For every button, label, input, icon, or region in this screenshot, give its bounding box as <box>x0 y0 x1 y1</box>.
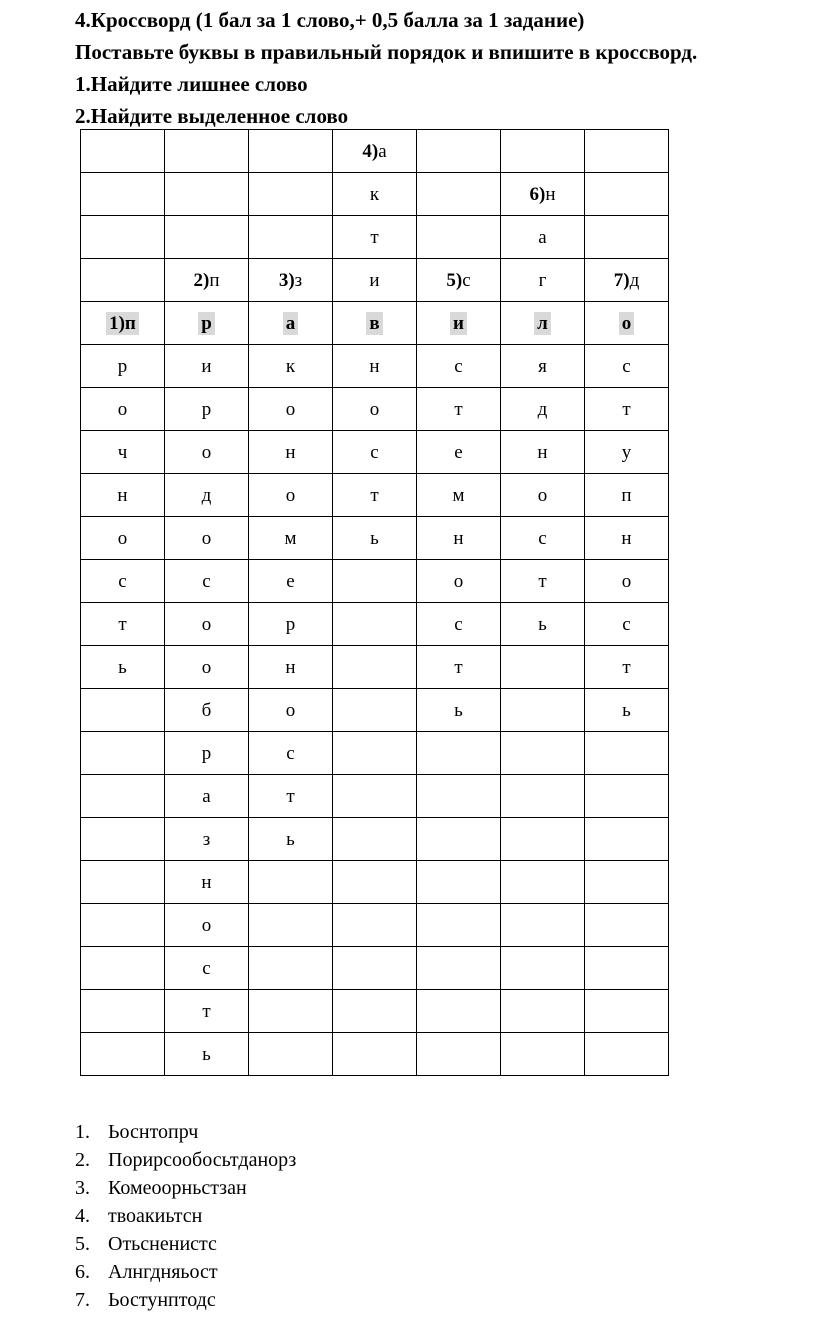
crossword-cell[interactable] <box>333 732 417 775</box>
crossword-cell[interactable] <box>81 345 165 388</box>
crossword-cell[interactable] <box>501 818 585 861</box>
crossword-cell[interactable] <box>417 947 501 990</box>
crossword-row <box>81 947 669 990</box>
crossword-row <box>81 560 669 603</box>
crossword-cell[interactable] <box>501 345 585 388</box>
crossword-cell[interactable] <box>501 1033 585 1076</box>
crossword-cell[interactable] <box>81 130 165 173</box>
scrambled-word-item <box>75 1286 296 1314</box>
crossword-cell[interactable] <box>81 216 165 259</box>
cell-letter: р <box>201 742 212 764</box>
crossword-row <box>81 861 669 904</box>
crossword-cell[interactable] <box>585 474 669 517</box>
crossword-cell[interactable] <box>81 732 165 775</box>
crossword-cell[interactable] <box>417 560 501 603</box>
cell-letter: с <box>118 570 127 592</box>
crossword-cell[interactable] <box>165 775 249 818</box>
cell-letter: а <box>538 226 547 248</box>
crossword-cell[interactable] <box>81 259 165 302</box>
clue-number: 4) <box>362 140 379 162</box>
crossword-cell[interactable] <box>585 345 669 388</box>
crossword-cell[interactable] <box>585 173 669 216</box>
crossword-cell[interactable] <box>333 560 417 603</box>
cell-letter: м <box>284 527 297 549</box>
crossword-cell[interactable] <box>417 904 501 947</box>
cell-letter: с <box>202 957 211 979</box>
cell-letter: о <box>369 398 380 420</box>
crossword-cell[interactable] <box>501 990 585 1033</box>
crossword-cell[interactable] <box>165 302 249 345</box>
cell-letter: и <box>369 269 380 291</box>
crossword-cell[interactable] <box>333 130 417 173</box>
crossword-cell[interactable] <box>165 732 249 775</box>
crossword-cell[interactable] <box>81 775 165 818</box>
crossword-cell[interactable] <box>81 689 165 732</box>
crossword-row <box>81 603 669 646</box>
crossword-row <box>81 345 669 388</box>
crossword-cell[interactable] <box>585 388 669 431</box>
word-text: Отьсненистс <box>108 1233 217 1255</box>
cell-letter: т <box>622 656 631 678</box>
crossword-cell[interactable] <box>165 345 249 388</box>
cell-letter: н <box>117 484 128 506</box>
cell-letter: у <box>621 441 632 463</box>
cell-letter: о <box>201 656 212 678</box>
cell-letter: е <box>454 441 463 463</box>
crossword-cell[interactable] <box>585 947 669 990</box>
task-header <box>75 4 810 132</box>
crossword-cell[interactable] <box>333 904 417 947</box>
crossword-cell[interactable] <box>585 216 669 259</box>
cell-letter: с <box>370 441 379 463</box>
crossword-cell[interactable] <box>81 904 165 947</box>
scrambled-word-item <box>75 1118 296 1146</box>
cell-letter: н <box>369 355 380 377</box>
crossword-cell[interactable] <box>417 431 501 474</box>
crossword-cell[interactable] <box>585 689 669 732</box>
crossword-cell[interactable] <box>249 259 333 302</box>
crossword-cell[interactable] <box>585 904 669 947</box>
crossword-cell[interactable] <box>81 474 165 517</box>
cell-letter: а <box>202 785 211 807</box>
cell-letter: с <box>202 570 211 592</box>
cell-letter: с <box>454 355 463 377</box>
cell-letter: а <box>283 312 299 335</box>
crossword-cell[interactable] <box>585 517 669 560</box>
cell-letter: в <box>366 312 382 335</box>
crossword-cell[interactable] <box>333 388 417 431</box>
cell-letter: т <box>454 656 463 678</box>
cell-letter: н <box>537 441 548 463</box>
crossword-cell[interactable] <box>333 173 417 216</box>
word-text: Порирсообосьтданорз <box>108 1149 297 1171</box>
crossword-row <box>81 818 669 861</box>
cell-letter: 2)п <box>193 269 220 291</box>
scrambled-word-item <box>75 1230 296 1258</box>
word-number: 6. <box>75 1261 90 1283</box>
crossword-cell[interactable] <box>585 646 669 689</box>
crossword-cell[interactable] <box>417 732 501 775</box>
scrambled-word-item <box>75 1174 296 1202</box>
crossword-cell[interactable] <box>417 603 501 646</box>
crossword-cell[interactable] <box>333 818 417 861</box>
cell-letter: д <box>201 484 212 506</box>
word-text: Комеоорньстзан <box>108 1177 247 1199</box>
crossword-cell[interactable] <box>585 732 669 775</box>
cell-letter: р <box>201 398 212 420</box>
crossword-cell[interactable] <box>165 173 249 216</box>
cell-letter: т <box>622 398 631 420</box>
scrambled-word-item <box>75 1258 296 1286</box>
cell-letter: с <box>622 355 631 377</box>
crossword-cell[interactable] <box>249 947 333 990</box>
crossword-cell[interactable] <box>501 603 585 646</box>
word-number: 1. <box>75 1121 90 1143</box>
crossword-cell[interactable] <box>585 1033 669 1076</box>
crossword-cell[interactable] <box>165 560 249 603</box>
cell-letter: с <box>538 527 547 549</box>
crossword-cell[interactable] <box>417 818 501 861</box>
cell-letter: с <box>454 613 463 635</box>
crossword-cell[interactable] <box>249 1033 333 1076</box>
crossword-cell[interactable] <box>417 1033 501 1076</box>
cell-letter: о <box>201 441 212 463</box>
clue-number: 5) <box>446 269 463 291</box>
crossword-cell[interactable] <box>249 904 333 947</box>
clue-number: 2) <box>193 269 210 291</box>
word-text: твоакиьтсн <box>108 1205 203 1227</box>
crossword-cell[interactable] <box>333 517 417 560</box>
crossword-cell[interactable] <box>333 603 417 646</box>
crossword-cell[interactable] <box>165 689 249 732</box>
crossword-cell[interactable] <box>249 431 333 474</box>
crossword-cell[interactable] <box>585 302 669 345</box>
cell-letter: ь <box>538 613 547 635</box>
crossword-cell[interactable] <box>333 302 417 345</box>
cell-letter: к <box>369 183 380 205</box>
cell-letter: м <box>452 484 465 506</box>
cell-letter: ь <box>286 828 295 850</box>
cell-letter: 7)д <box>613 269 640 291</box>
crossword-row <box>81 216 669 259</box>
cell-letter: о <box>537 484 548 506</box>
crossword-cell[interactable] <box>165 216 249 259</box>
subtask-2: 2.Найдите выделенное слово <box>75 104 349 128</box>
crossword-cell[interactable] <box>249 474 333 517</box>
crossword-cell[interactable] <box>249 560 333 603</box>
crossword-cell[interactable] <box>249 388 333 431</box>
crossword-cell[interactable] <box>501 173 585 216</box>
crossword-row <box>81 732 669 775</box>
cell-letter: т <box>118 613 127 635</box>
crossword-cell[interactable] <box>81 947 165 990</box>
cell-letter: о <box>201 914 212 936</box>
clue-number: 7) <box>613 269 630 291</box>
crossword-cell[interactable] <box>501 560 585 603</box>
cell-letter: т <box>370 226 379 248</box>
crossword-row <box>81 990 669 1033</box>
crossword-cell[interactable] <box>501 904 585 947</box>
crossword-cell[interactable] <box>81 646 165 689</box>
task-title: 4.Кроссворд (1 бал за 1 слово,+ 0,5 балла за 1 задание) <box>75 8 585 32</box>
task-instruction: Поставьте буквы в правильный порядок и впишите в кроссворд. <box>75 40 698 64</box>
crossword-grid <box>80 129 669 1076</box>
cell-letter: ч <box>117 441 128 463</box>
word-text: Алнгдняьост <box>108 1261 218 1283</box>
crossword-cell[interactable] <box>165 517 249 560</box>
crossword-row <box>81 904 669 947</box>
crossword-cell[interactable] <box>165 947 249 990</box>
cell-letter: о <box>201 613 212 635</box>
crossword-cell[interactable] <box>333 259 417 302</box>
crossword-row <box>81 130 669 173</box>
crossword-cell[interactable] <box>501 775 585 818</box>
crossword-row <box>81 775 669 818</box>
clue-number: 6) <box>529 183 546 205</box>
crossword-cell[interactable] <box>333 1033 417 1076</box>
crossword-cell[interactable] <box>417 775 501 818</box>
word-number: 2. <box>75 1149 90 1171</box>
crossword-cell[interactable] <box>165 603 249 646</box>
crossword-cell[interactable] <box>501 947 585 990</box>
crossword-cell[interactable] <box>417 474 501 517</box>
crossword-cell[interactable] <box>165 646 249 689</box>
crossword-row <box>81 259 669 302</box>
crossword-cell[interactable] <box>417 388 501 431</box>
crossword-cell[interactable] <box>165 904 249 947</box>
cell-letter: о <box>285 699 296 721</box>
crossword-cell[interactable] <box>249 689 333 732</box>
cell-letter: п <box>621 484 632 506</box>
crossword-cell[interactable] <box>165 130 249 173</box>
crossword-cell[interactable] <box>165 1033 249 1076</box>
crossword-row <box>81 302 669 345</box>
word-number: 4. <box>75 1205 90 1227</box>
cell-letter: 5)с <box>446 269 471 291</box>
crossword-cell[interactable] <box>501 259 585 302</box>
cell-letter: 3)з <box>278 269 303 291</box>
word-number: 7. <box>75 1289 90 1311</box>
cell-letter: е <box>286 570 295 592</box>
crossword-row <box>81 689 669 732</box>
cell-letter: т <box>538 570 547 592</box>
cell-letter: и <box>450 312 467 335</box>
crossword-cell[interactable] <box>81 603 165 646</box>
crossword-cell[interactable] <box>249 517 333 560</box>
crossword-cell[interactable] <box>81 1033 165 1076</box>
crossword-cell[interactable] <box>333 861 417 904</box>
crossword-cell[interactable] <box>501 689 585 732</box>
crossword-cell[interactable] <box>417 646 501 689</box>
crossword-cell[interactable] <box>81 302 165 345</box>
cell-letter: о <box>285 398 296 420</box>
crossword-row <box>81 431 669 474</box>
crossword-row <box>81 388 669 431</box>
crossword-row <box>81 517 669 560</box>
crossword-cell[interactable] <box>81 560 165 603</box>
subtask-1: 1.Найдите лишнее слово <box>75 72 308 96</box>
crossword-cell[interactable] <box>165 259 249 302</box>
cell-letter: р <box>117 355 128 377</box>
cell-letter: н <box>285 656 296 678</box>
cell-letter: н <box>201 871 212 893</box>
cell-letter: 6)н <box>529 183 556 205</box>
crossword-cell[interactable] <box>585 560 669 603</box>
crossword-cell[interactable] <box>249 775 333 818</box>
cell-letter: р <box>285 613 296 635</box>
crossword-cell[interactable] <box>249 345 333 388</box>
crossword-cell[interactable] <box>81 388 165 431</box>
crossword-cell[interactable] <box>585 775 669 818</box>
crossword-cell[interactable] <box>417 130 501 173</box>
crossword-cell[interactable] <box>333 474 417 517</box>
crossword-cell[interactable] <box>417 173 501 216</box>
cell-letter: ь <box>118 656 127 678</box>
crossword-cell[interactable] <box>585 130 669 173</box>
cell-letter: т <box>286 785 295 807</box>
crossword-cell[interactable] <box>81 173 165 216</box>
crossword-cell[interactable] <box>501 302 585 345</box>
cell-letter: ь <box>622 699 631 721</box>
crossword-cell[interactable] <box>81 990 165 1033</box>
crossword-cell[interactable] <box>249 302 333 345</box>
cell-letter: р <box>198 312 215 335</box>
crossword-cell[interactable] <box>165 474 249 517</box>
cell-letter: о <box>117 398 128 420</box>
scrambled-word-list <box>75 1118 296 1314</box>
crossword-row <box>81 1033 669 1076</box>
crossword-cell[interactable] <box>249 818 333 861</box>
cell-letter: б <box>201 699 212 721</box>
crossword-cell[interactable] <box>165 861 249 904</box>
crossword-cell[interactable] <box>81 861 165 904</box>
crossword-cell[interactable] <box>585 603 669 646</box>
cell-letter: н <box>453 527 464 549</box>
crossword-cell[interactable] <box>501 388 585 431</box>
crossword-cell[interactable] <box>585 861 669 904</box>
crossword-cell[interactable] <box>417 517 501 560</box>
cell-letter: о <box>619 312 635 335</box>
cell-letter: н <box>285 441 296 463</box>
crossword-cell[interactable] <box>333 990 417 1033</box>
crossword-cell[interactable] <box>249 990 333 1033</box>
cell-letter: 1)п <box>106 312 139 335</box>
crossword-cell[interactable] <box>501 732 585 775</box>
cell-letter: о <box>285 484 296 506</box>
crossword-cell[interactable] <box>165 388 249 431</box>
cell-letter: я <box>538 355 547 377</box>
crossword-cell[interactable] <box>165 990 249 1033</box>
cell-letter: о <box>621 570 632 592</box>
crossword-cell[interactable] <box>81 517 165 560</box>
crossword-cell[interactable] <box>249 603 333 646</box>
crossword-cell[interactable] <box>417 216 501 259</box>
scrambled-word-item <box>75 1202 296 1230</box>
crossword-cell[interactable] <box>249 732 333 775</box>
cell-letter: д <box>537 398 548 420</box>
crossword-cell[interactable] <box>417 302 501 345</box>
scrambled-word-item <box>75 1146 296 1174</box>
crossword-cell[interactable] <box>501 216 585 259</box>
crossword-cell[interactable] <box>417 259 501 302</box>
word-number: 5. <box>75 1233 90 1255</box>
cell-letter: 4)а <box>362 140 387 162</box>
crossword-cell[interactable] <box>501 861 585 904</box>
cell-letter: г <box>538 269 547 291</box>
crossword-cell[interactable] <box>333 216 417 259</box>
crossword-cell[interactable] <box>501 130 585 173</box>
crossword-cell[interactable] <box>249 216 333 259</box>
clue-number: 3) <box>278 269 295 291</box>
cell-letter: о <box>453 570 464 592</box>
cell-letter: н <box>621 527 632 549</box>
cell-letter: и <box>201 355 212 377</box>
crossword-row <box>81 646 669 689</box>
crossword-cell[interactable] <box>249 861 333 904</box>
crossword-cell[interactable] <box>585 818 669 861</box>
crossword-cell[interactable] <box>501 646 585 689</box>
crossword-cell[interactable] <box>333 431 417 474</box>
crossword-cell[interactable] <box>585 990 669 1033</box>
cell-letter: т <box>202 1000 211 1022</box>
crossword-cell[interactable] <box>417 345 501 388</box>
cell-letter: с <box>622 613 631 635</box>
crossword-cell[interactable] <box>417 861 501 904</box>
crossword-cell[interactable] <box>501 474 585 517</box>
cell-letter: ь <box>370 527 379 549</box>
crossword-cell[interactable] <box>249 646 333 689</box>
crossword-cell[interactable] <box>333 947 417 990</box>
crossword-cell[interactable] <box>333 646 417 689</box>
cell-letter: к <box>285 355 296 377</box>
crossword-cell[interactable] <box>333 775 417 818</box>
crossword-cell[interactable] <box>249 130 333 173</box>
crossword-cell[interactable] <box>501 517 585 560</box>
crossword-cell[interactable] <box>165 431 249 474</box>
crossword-cell[interactable] <box>417 990 501 1033</box>
crossword-cell[interactable] <box>585 259 669 302</box>
crossword-cell[interactable] <box>165 818 249 861</box>
cell-letter: о <box>201 527 212 549</box>
word-text: Ьоснтопрч <box>108 1121 199 1143</box>
cell-letter: о <box>117 527 128 549</box>
crossword-row <box>81 173 669 216</box>
crossword-cell[interactable] <box>81 818 165 861</box>
cell-letter: з <box>202 828 211 850</box>
crossword-cell[interactable] <box>333 689 417 732</box>
word-number: 3. <box>75 1177 90 1199</box>
cell-letter: л <box>534 312 551 335</box>
crossword-cell[interactable] <box>81 431 165 474</box>
crossword-row <box>81 474 669 517</box>
crossword-cell[interactable] <box>585 431 669 474</box>
crossword-cell[interactable] <box>249 173 333 216</box>
cell-letter: т <box>454 398 463 420</box>
cell-letter: с <box>286 742 295 764</box>
crossword-cell[interactable] <box>417 689 501 732</box>
cell-letter: т <box>370 484 379 506</box>
crossword-cell[interactable] <box>333 345 417 388</box>
word-text: Ьостунптодс <box>108 1289 216 1311</box>
cell-letter: ь <box>202 1043 211 1065</box>
crossword-cell[interactable] <box>501 431 585 474</box>
cell-letter: ь <box>454 699 463 721</box>
